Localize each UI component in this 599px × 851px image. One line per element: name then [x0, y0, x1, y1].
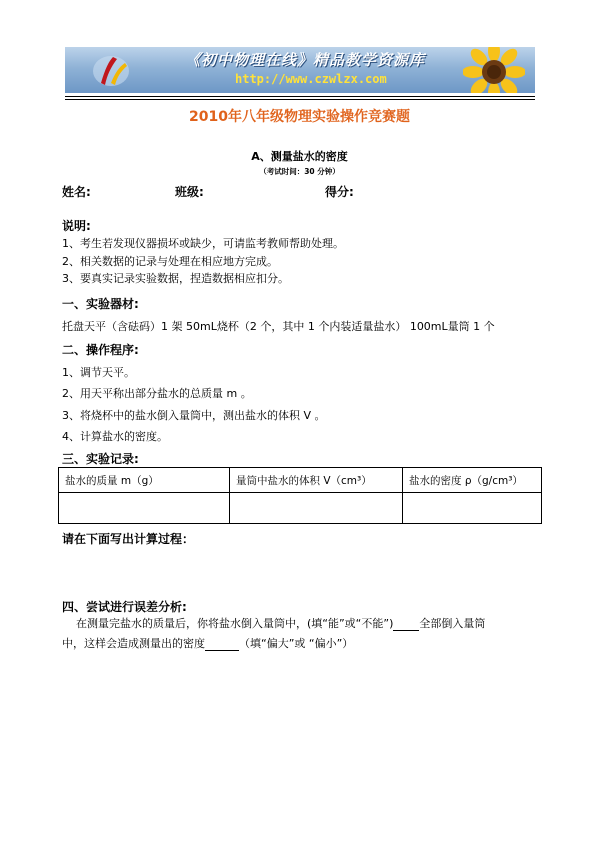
document-title: 2010年八年级物理实验操作竞赛题: [189, 109, 410, 125]
table-header-cell: 量筒中盐水的体积 V（cm³）: [230, 468, 403, 493]
table-cell-volume[interactable]: [230, 493, 403, 524]
table-cell-density[interactable]: [403, 493, 542, 524]
section-heading-equipment: 一、实验器材:: [62, 297, 139, 311]
experiment-subtitle: A、测量盐水的密度: [251, 150, 348, 163]
analysis-text: 在测量完盐水的质量后，你将盐水倒入量筒中，(填“能”或“不能”): [76, 617, 394, 630]
table-header-row: [59, 468, 542, 493]
procedure-step: 4、计算盐水的密度。: [62, 430, 168, 443]
answer-blank-1[interactable]: [393, 617, 419, 631]
equipment-list: 托盘天平（含砝码）1 架 50mL烧杯（2 个，其中 1 个内装适量盐水） 100mL量筒 1 个: [62, 320, 495, 333]
record-table: [58, 467, 542, 524]
table-cell-mass[interactable]: [59, 493, 230, 524]
calculation-prompt: 请在下面写出计算过程：: [62, 532, 195, 546]
banner-url: http://www.czwlzx.com: [235, 72, 387, 86]
section-heading-procedure: 二、操作程序:: [62, 343, 139, 357]
section-heading-error-analysis: 四、尝试进行误差分析:: [62, 600, 187, 614]
answer-blank-2[interactable]: [205, 637, 239, 651]
analysis-text: 中，这样会造成测量出的密度: [62, 637, 205, 650]
score-label: 得分:: [325, 185, 354, 199]
note-item: 2、相关数据的记录与处理在相应地方完成。: [62, 255, 278, 268]
table-header-cell: 盐水的质量 m（g）: [59, 468, 230, 493]
note-item: 1、考生若发现仪器损坏或缺少，可请监考教师帮助处理。: [62, 237, 344, 250]
header-rule: [65, 99, 535, 100]
name-label: 姓名:: [62, 185, 91, 199]
banner-title: 《初中物理在线》精品教学资源库: [185, 51, 426, 69]
exam-time: （考试时间：30 分钟）: [259, 167, 340, 176]
header-banner: [65, 47, 535, 93]
section-heading-record: 三、实验记录:: [62, 452, 139, 466]
table-row: [59, 493, 542, 524]
note-item: 3、要真实记录实验数据，捏造数据相应扣分。: [62, 272, 289, 285]
analysis-line-2: [62, 635, 353, 651]
header-rule: [65, 96, 535, 97]
site-logo-icon: [91, 53, 131, 89]
analysis-text: 全部倒入量筒: [419, 617, 486, 630]
table-header-cell: 盐水的密度 ρ（g/cm³）: [403, 468, 542, 493]
analysis-line-1: [76, 615, 485, 631]
procedure-step: 2、用天平称出部分盐水的总质量 m 。: [62, 387, 252, 400]
procedure-step: 1、调节天平。: [62, 366, 135, 379]
sunflower-icon: [463, 47, 525, 93]
notes-heading: 说明:: [62, 219, 91, 233]
procedure-step: 3、将烧杯中的盐水倒入量筒中，测出盐水的体积 V 。: [62, 409, 326, 422]
class-label: 班级:: [175, 185, 204, 199]
analysis-text: （填“偏大”或 “偏小”）: [239, 637, 354, 650]
